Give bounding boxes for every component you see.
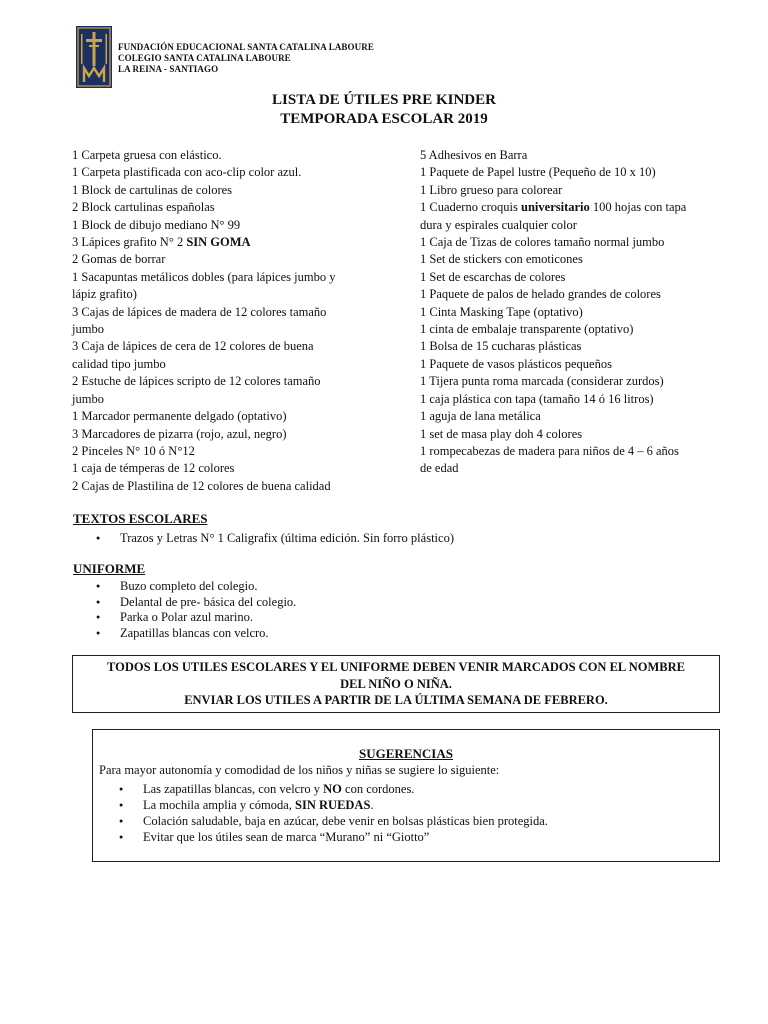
supply-item: 1 caja plástica con tapa (tamaño 14 ó 16 litros) <box>420 391 654 406</box>
sugerencias-heading: SUGERENCIAS <box>359 746 453 761</box>
item-text: 100 hojas con tapa <box>589 200 687 215</box>
supply-item: 1 Paquete de vasos plásticos pequeños <box>420 356 612 371</box>
supply-item: 5 Adhesivos en Barra <box>420 148 528 162</box>
supplies-right-column <box>420 147 740 478</box>
list-item: ● Delantal de pre- básica del colegio. <box>96 595 296 611</box>
supply-item: 2 Gomas de borrar <box>72 252 166 267</box>
supply-item: 1 cinta de embalaje transparente (optativo) <box>420 322 634 337</box>
institution-line: LA REINA - SANTIAGO <box>118 64 219 74</box>
supply-item: calidad tipo jumbo <box>72 356 166 371</box>
supply-item <box>420 199 740 216</box>
supplies-left-column <box>72 147 412 495</box>
textos-heading: TEXTOS ESCOLARES <box>73 511 208 526</box>
supply-item: 2 Pinceles N° 10 ó N°12 <box>72 443 195 458</box>
textos-list <box>96 530 454 547</box>
item-text: La mochila amplia y cómoda, <box>143 798 296 812</box>
supply-item: dura y espirales cualquier color <box>420 217 577 232</box>
item-text: 1 Cuaderno croquis <box>420 200 522 215</box>
supply-item: 2 Block cartulinas españolas <box>72 200 215 215</box>
uniforme-list <box>96 579 296 642</box>
sugerencias-box <box>92 729 720 862</box>
page-subtitle: TEMPORADA ESCOLAR 2019 <box>280 111 488 127</box>
list-item: ● Zapatillas blancas con velcro. <box>96 626 296 642</box>
item-text: Colación saludable, baja en azúcar, debe venir en bolsas plásticas bien protegida. <box>143 814 548 828</box>
item-text: Las zapatillas blancas, con velcro y <box>143 782 324 796</box>
notice-line: DEL NIÑO O NIÑA. <box>340 676 452 691</box>
emphasis-text: NO <box>323 782 342 796</box>
emphasis-text: SIN GOMA <box>186 235 251 250</box>
notice-line: ENVIAR LOS UTILES A PARTIR DE LA ÚLTIMA SEMANA DE FEBRERO. <box>184 693 608 707</box>
supply-item: jumbo <box>72 391 104 406</box>
institution-line: COLEGIO SANTA CATALINA LABOURE <box>118 53 291 63</box>
supply-item: 1 caja de témperas de 12 colores <box>72 461 235 476</box>
item-text: Evitar que los útiles sean de marca “Murano” ni “Giotto” <box>143 830 430 844</box>
supply-item: de edad <box>420 461 459 476</box>
supply-item: 1 Block de cartulinas de colores <box>72 182 233 197</box>
item-text: 3 Lápices grafito N° 2 <box>72 235 187 250</box>
notice-line: TODOS LOS UTILES ESCOLARES Y EL UNIFORME DEBEN VENIR MARCADOS CON EL NOMBRE <box>107 660 685 674</box>
item-text: . <box>370 798 374 812</box>
supply-item: 1 Paquete de Papel lustre (Pequeño de 10 x 10) <box>420 165 656 180</box>
notice-box <box>72 655 720 713</box>
supply-item: 1 Caja de Tizas de colores tamaño normal jumbo <box>420 235 665 250</box>
supply-item: 3 Marcadores de pizarra (rojo, azul, negro) <box>72 426 287 441</box>
page-title: LISTA DE ÚTILES PRE KINDER <box>272 92 496 108</box>
school-crest-icon <box>76 26 112 88</box>
supply-item: 1 Carpeta gruesa con elástico. <box>72 148 222 162</box>
list-item: ● Trazos y Letras N° 1 Caligrafix (última edición. Sin forro plástico) <box>96 530 454 547</box>
supply-item: 1 Set de stickers con emoticones <box>420 252 583 267</box>
supply-item: 3 Caja de lápices de cera de 12 colores de buena <box>72 339 314 354</box>
supply-item: 1 set de masa play doh 4 colores <box>420 426 583 441</box>
supply-item: 2 Cajas de Plastilina de 12 colores de buena calidad <box>72 478 331 493</box>
list-item <box>119 797 548 813</box>
supply-item: 1 Block de dibujo mediano N° 99 <box>72 217 241 232</box>
supply-item: 1 Libro grueso para colorear <box>420 182 563 197</box>
supply-item: 2 Estuche de lápices scripto de 12 colores tamaño <box>72 374 321 389</box>
institution-line: FUNDACIÓN EDUCACIONAL SANTA CATALINA LABOURE <box>118 42 374 52</box>
supply-item: 1 Paquete de palos de helado grandes de colores <box>420 287 661 302</box>
supply-item: 1 Bolsa de 15 cucharas plásticas <box>420 339 582 354</box>
list-item <box>119 781 548 797</box>
list-item <box>119 813 548 829</box>
emphasis-text: universitario <box>521 200 590 215</box>
supply-item: 1 Carpeta plastificada con aco-clip color azul. <box>72 165 302 180</box>
institution-header <box>118 42 374 75</box>
item-text: con cordones. <box>341 782 415 796</box>
supply-item: 1 Marcador permanente delgado (optativo) <box>72 409 287 424</box>
supply-item: 1 aguja de lana metálica <box>420 409 541 424</box>
supply-item <box>72 234 412 251</box>
supply-item: 1 Tijera punta roma marcada (considerar zurdos) <box>420 374 664 389</box>
supply-item: 1 Sacapuntas metálicos dobles (para lápices jumbo y <box>72 269 336 284</box>
sugerencias-intro: Para mayor autonomía y comodidad de los niños y niñas se sugiere lo siguiente: <box>99 763 500 777</box>
list-item <box>119 829 548 845</box>
supply-item: 1 Cinta Masking Tape (optativo) <box>420 304 583 319</box>
uniforme-heading: UNIFORME <box>73 561 146 576</box>
supply-item: 1 rompecabezas de madera para niños de 4 – 6 años <box>420 443 679 458</box>
sugerencias-list <box>119 781 548 845</box>
supply-item: 1 Set de escarchas de colores <box>420 269 566 284</box>
supply-item: lápiz grafito) <box>72 287 137 302</box>
emphasis-text: SIN RUEDAS <box>295 798 371 812</box>
list-item: ● Parka o Polar azul marino. <box>96 610 296 626</box>
list-item: ● Buzo completo del colegio. <box>96 579 296 595</box>
supply-item: jumbo <box>72 322 104 337</box>
supply-item: 3 Cajas de lápices de madera de 12 colores tamaño <box>72 304 327 319</box>
